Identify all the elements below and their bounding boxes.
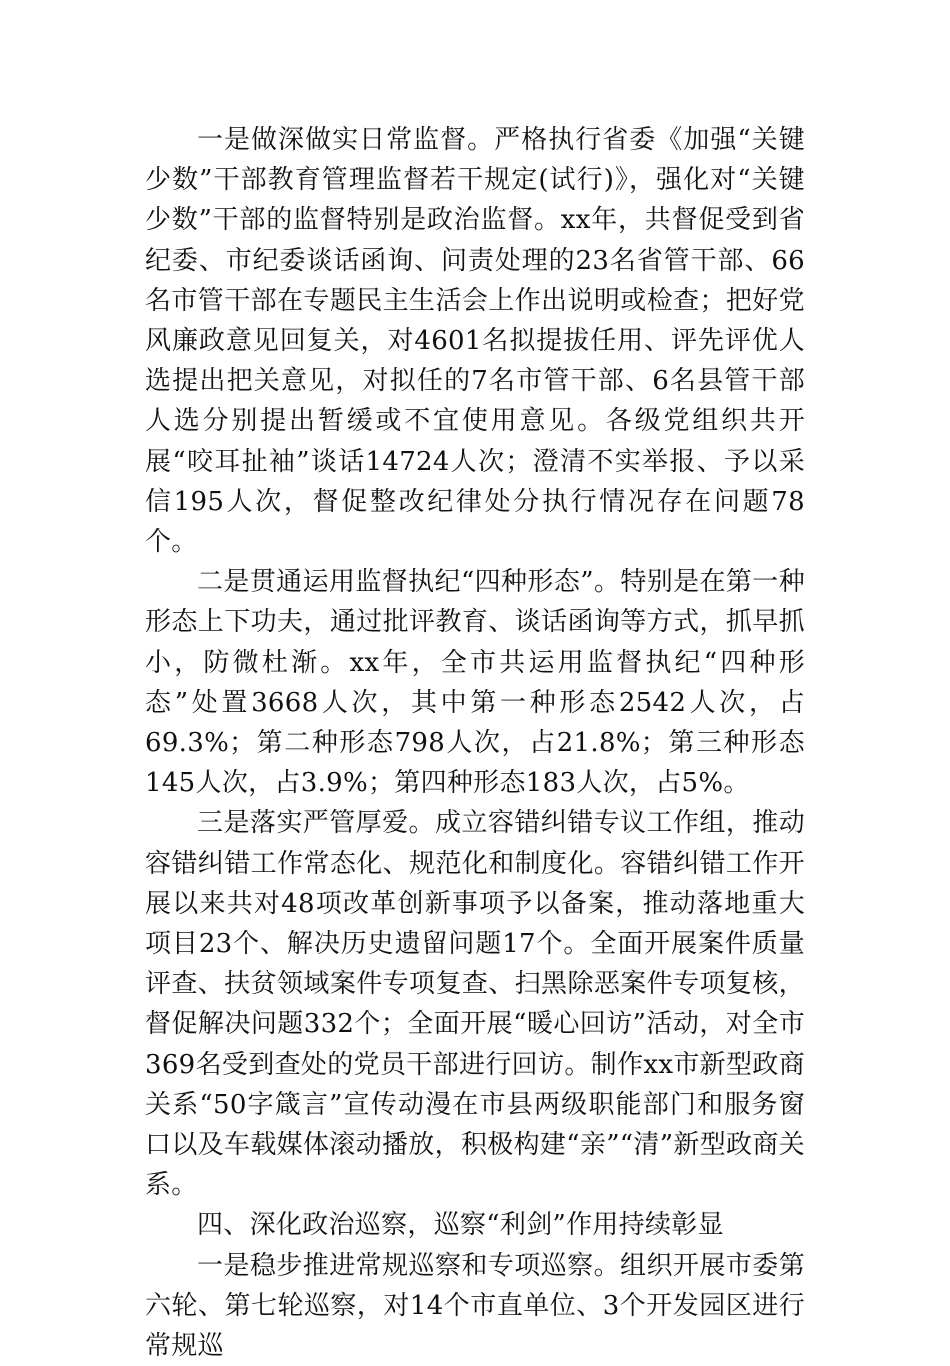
document-page [145,120,805,1366]
section-heading-political-inspection: 四、深化政治巡察，巡察“利剑”作用持续彰显 [197,1210,724,1241]
paragraph-strict-care: 三是落实严管厚爱。成立容错纠错专议工作组，推动容错纠错工作常态化、规范化和制度化。容错纠错工作开展以来共对48项改革创新事项予以备案，推动落地重大项目23个、解决历史遗留问题17个。全面开展案件质量评查、扶贫领域案件专项复查、扫黑除恶案件专项复核，督促解决问题332个；全面开展“暖心回访”活动，对全市369名受到查处的党员干部进行回访。制作xx市新型政商关系“50字箴言”宣传动漫在市县两级职能部门和服务窗口以及车载媒体滚动播放，积极构建“亲”“清”新型政商关系。 [145,808,805,1201]
paragraph-daily-supervision: 一是做深做实日常监督。严格执行省委《加强“关键少数”干部教育管理监督若干规定(试行)》，强化对“关键少数”干部的监督特别是政治监督。xx年，共督促受到省纪委、市纪委谈话函询、问责处理的23名省管干部、66名市管干部在专题民主生活会上作出说明或检查；把好党风廉政意见回复关，对4601名拟提拔任用、评先评优人选提出把关意见，对拟任的7名市管干部、6名县管干部人选分别提出暂缓或不宜使用意见。各级党组织共开展“咬耳扯袖”谈话14724人次；澄清不实举报、予以采信195人次，督促整改纪律处分执行情况存在问题78个。 [145,125,805,558]
paragraph-four-forms: 二是贯通运用监督执纪“四种形态”。特别是在第一种形态上下功夫，通过批评教育、谈话函询等方式，抓早抓小，防微杜渐。xx年，全市共运用监督执纪“四种形态”处置3668人次，其中第一种形态2542人次，占69.3%；第二种形态798人次，占21.8%；第三种形态145人次，占3.9%；第四种形态183人次，占5%。 [145,567,805,799]
paragraph-routine-inspection: 一是稳步推进常规巡察和专项巡察。组织开展市委第六轮、第七轮巡察，对14个市直单位、3个开发园区进行常规巡 [145,1250,805,1362]
